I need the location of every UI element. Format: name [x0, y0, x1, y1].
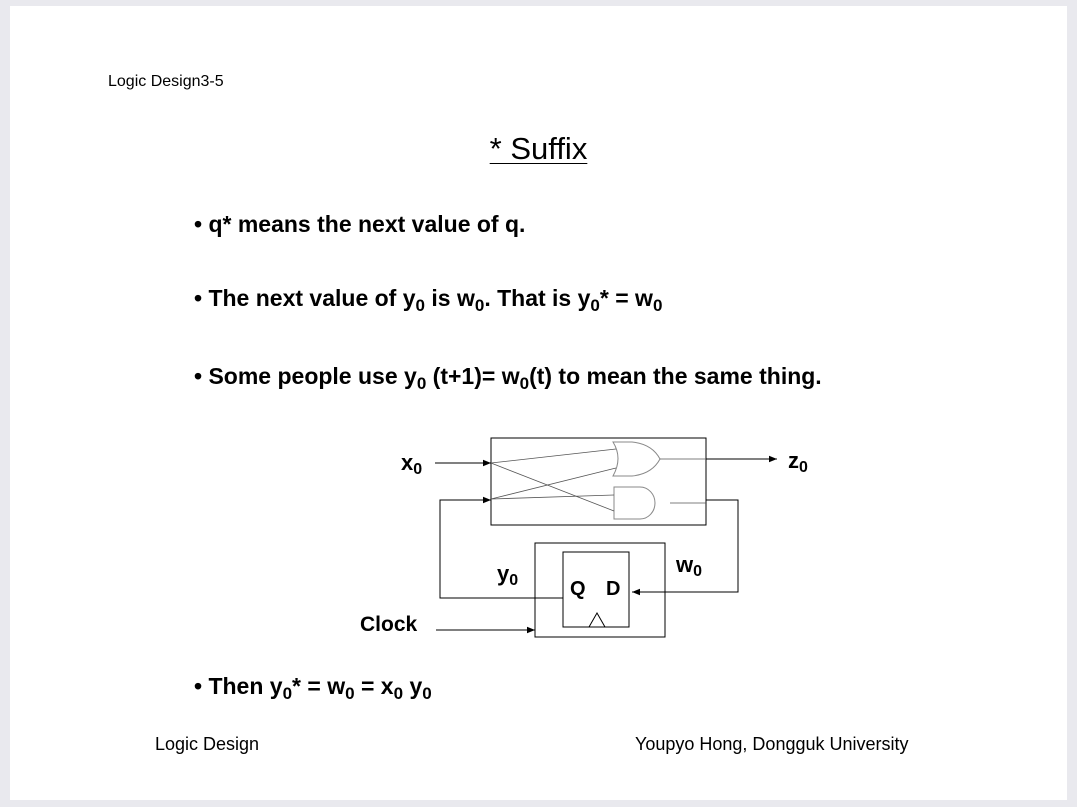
ff-d-label: D: [606, 578, 621, 600]
bullet-text: The next value of y: [208, 285, 416, 311]
bullet-text: * = w: [599, 285, 653, 311]
slide-title: * Suffix: [489, 131, 588, 166]
subscript: 0: [415, 296, 425, 315]
subscript: 0: [422, 684, 432, 703]
circuit-diagram: [10, 6, 1067, 800]
footer-author: Youpyo Hong, Dongguk University: [635, 734, 909, 754]
y0-label: y0: [497, 561, 519, 589]
slide-header: Logic Design3-5: [108, 73, 224, 90]
subscript: 0: [416, 374, 427, 393]
w0-wire: [632, 500, 738, 592]
subscript: 0: [282, 684, 293, 703]
subscript: 0: [474, 296, 485, 315]
slide: [10, 6, 1067, 800]
clock-label: Clock: [360, 613, 418, 636]
subscript: 0: [519, 374, 530, 393]
x0-label: x0: [401, 450, 423, 478]
z0-label: z0: [788, 448, 808, 476]
subscript: 0: [590, 296, 600, 315]
bullet-mark: •: [194, 363, 203, 389]
bullet-text: is w: [424, 285, 475, 311]
footer-course: Logic Design: [155, 734, 260, 754]
bullet-mark: •: [194, 211, 203, 237]
bullet-mark: •: [194, 673, 203, 699]
subscript: 0: [345, 684, 355, 703]
subscript: 0: [652, 296, 663, 315]
ff-q-label: Q: [570, 578, 586, 600]
clock-triangle-icon: [589, 613, 605, 627]
bullet-text: Then y: [208, 673, 283, 699]
w0-label: w0: [676, 552, 703, 580]
bullet-text: . That is y: [484, 285, 591, 311]
bullet-text: (t) to mean the same thing.: [529, 363, 822, 389]
bullet-4: [194, 673, 432, 704]
bullet-mark: •: [194, 285, 203, 311]
subscript: 0: [393, 684, 404, 703]
or-gate: [613, 442, 660, 476]
bullet-text: (t+1)= w: [426, 363, 520, 389]
bullet-text: = x: [354, 673, 394, 699]
flip-flop-box: [535, 543, 665, 637]
bullet-text: q* means the next value of q.: [208, 211, 526, 237]
internal-wires: [491, 449, 706, 511]
bullet-text: Some people use y: [208, 363, 417, 389]
bullet-text: * = w: [292, 673, 346, 699]
bullet-text: y: [403, 673, 423, 699]
and-gate: [614, 487, 655, 519]
